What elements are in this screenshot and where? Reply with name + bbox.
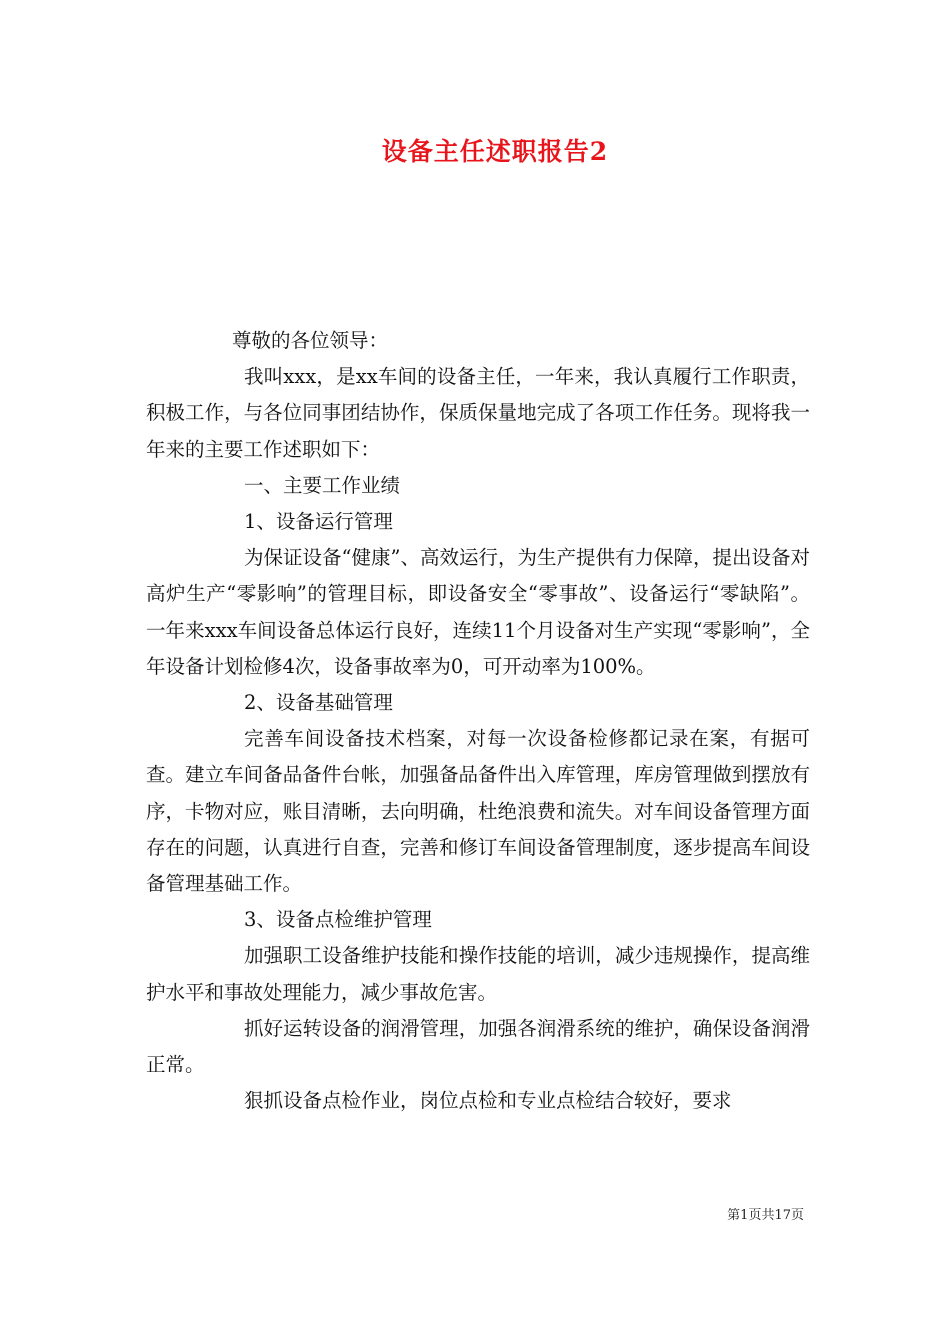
page-number: 第1页共17页 (727, 1208, 804, 1223)
paragraph-inspection: 狠抓设备点检作业，岗位点检和专业点检结合较好，要求 (244, 1089, 732, 1113)
salutation: 尊敬的各位领导： (232, 329, 389, 352)
paragraph-training: 加强职工设备维护技能和操作技能的培训，减少违规操作，提高维护水平和事故处理能力，减少事故危害。 (146, 944, 810, 1004)
paragraph-operation: 为保证设备“健康”、高效运行，为生产提供有力保障，提出设备对高炉生产“零影响”的管理目标，即设备安全“零事故”、设备运行“零缺陷”。一年来xxx车间设备总体运行良好，连续11个月设备对生产实现“零影响”，全年设备计划检修4次，设备事故率为0，可开动率为100%。 (146, 546, 810, 678)
document-body (146, 323, 810, 1119)
paragraph-foundation: 完善车间设备技术档案，对每一次设备检修都记录在案，有据可查。建立车间备品备件台帐，加强备品备件出入库管理，库房管理做到摆放有序，卡物对应，账目清晰，去向明确，杜绝浪费和流失。对车间设备管理方面存在的问题，认真进行自查，完善和修订车间设备管理制度，逐步提高车间设备管理基础工作。 (146, 727, 810, 896)
subsection-heading-inspection: 3、设备点检维护管理 (244, 908, 432, 932)
paragraph-intro: 我叫xxx，是xx车间的设备主任，一年来，我认真履行工作职责，积极工作，与各位同事团结协作，保质保量地完成了各项工作任务。现将我一年来的主要工作述职如下： (146, 365, 810, 461)
subsection-heading-operation: 1、设备运行管理 (244, 510, 393, 534)
section-heading-achievements: 一、主要工作业绩 (244, 473, 401, 497)
document-title: 设备主任述职报告2 (381, 137, 609, 166)
paragraph-lubrication: 抓好运转设备的润滑管理，加强各润滑系统的维护，确保设备润滑正常。 (146, 1016, 810, 1077)
subsection-heading-foundation: 2、设备基础管理 (244, 691, 393, 715)
